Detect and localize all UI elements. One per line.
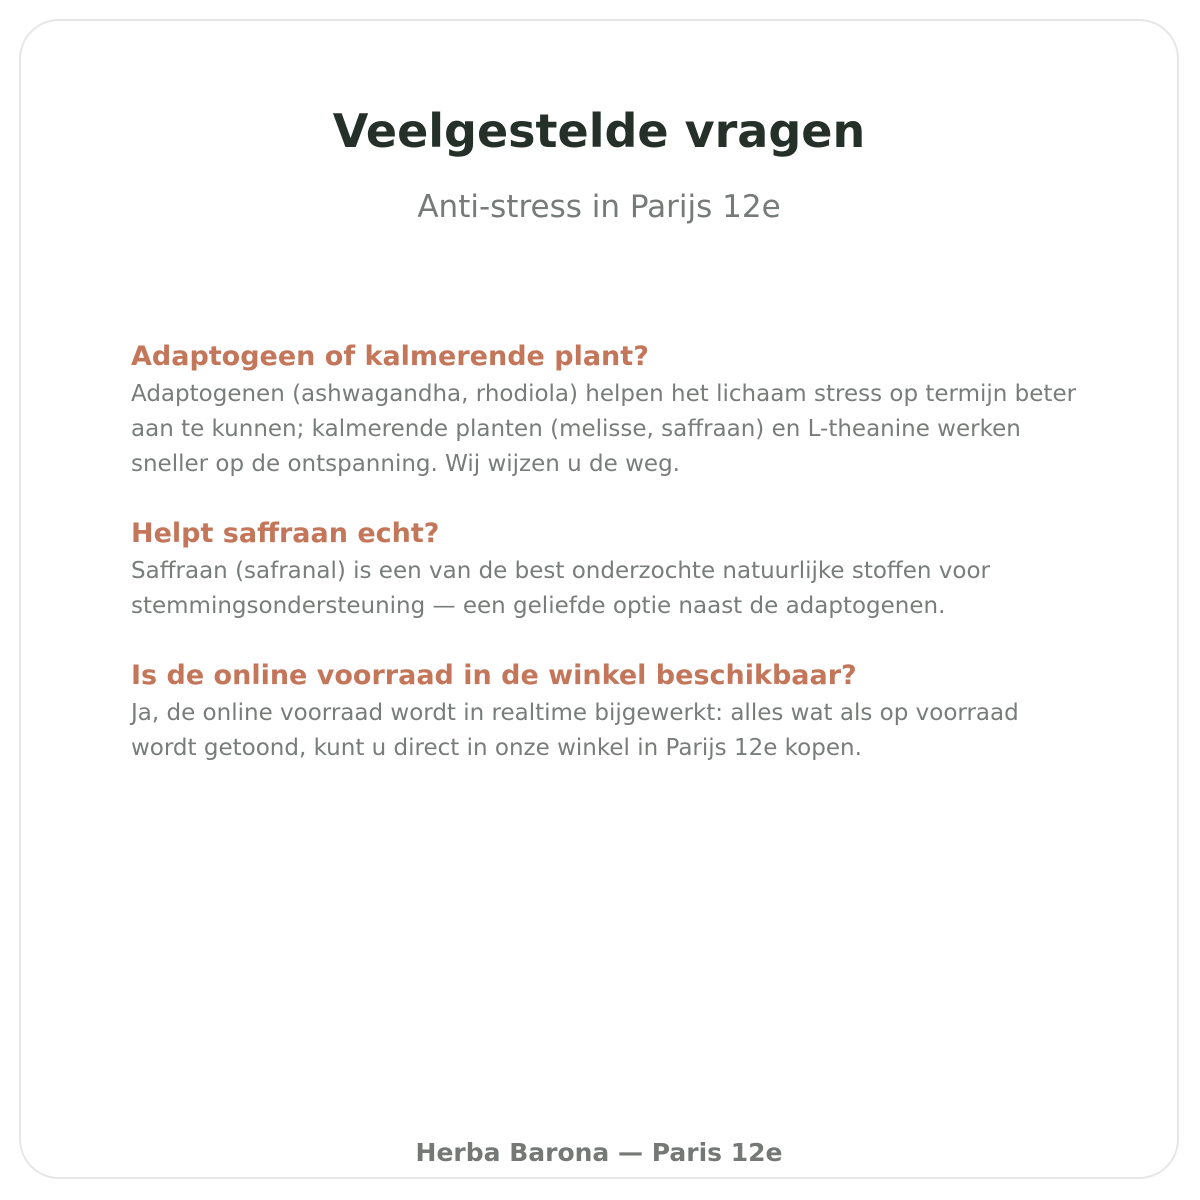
page-title: Veelgestelde vragen xyxy=(332,104,866,158)
faq-question: Helpt saffraan echt? xyxy=(131,518,440,549)
faq-question: Adaptogeen of kalmerende plant? xyxy=(131,341,649,372)
faq-item xyxy=(131,656,1091,766)
faq-list xyxy=(131,337,1091,798)
faq-item xyxy=(131,337,1091,482)
footer-brand: Herba Barona — Paris 12e xyxy=(415,1138,783,1167)
faq-item xyxy=(131,514,1091,624)
faq-question: Is de online voorraad in de winkel beschikbaar? xyxy=(131,660,857,691)
faq-answer: Adaptogenen (ashwagandha, rhodiola) helpen het lichaam stress op termijn beter aan te kunnen; kalmerende planten (melisse, saffraan) en L-theanine werken sneller op de ontspanning. Wij wijzen u de weg. xyxy=(131,381,1077,477)
faq-answer: Ja, de online voorraad wordt in realtime bijgewerkt: alles wat als op voorraad wordt getoond, kunt u direct in onze winkel in Parijs 12e kopen. xyxy=(131,700,1019,761)
faq-answer: Saffraan (safranal) is een van de best onderzochte natuurlijke stoffen voor stemmingsondersteuning — een geliefde optie naast de adaptogenen. xyxy=(131,558,991,619)
faq-card xyxy=(19,19,1179,1179)
page-subtitle: Anti-stress in Parijs 12e xyxy=(417,189,781,225)
